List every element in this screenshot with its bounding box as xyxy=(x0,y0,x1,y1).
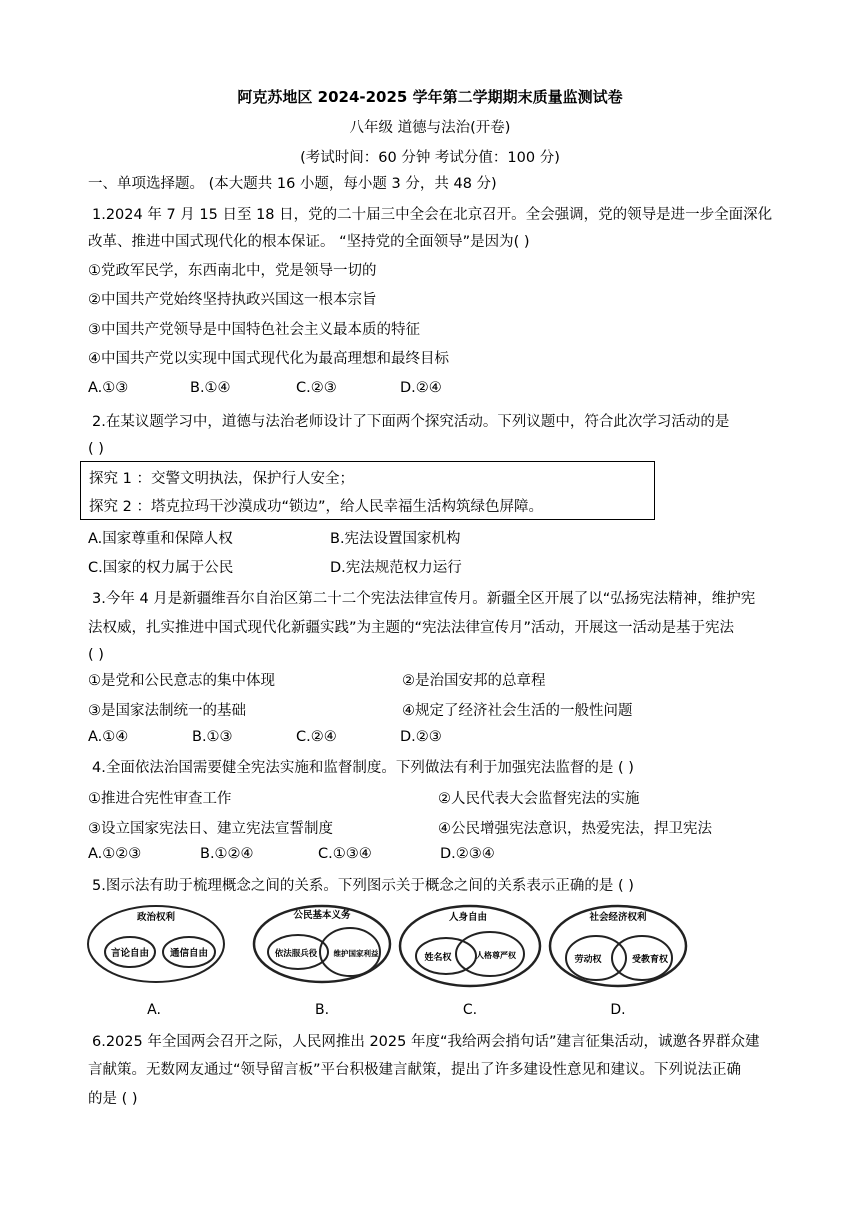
q1-line1: 1.2024 年 7 月 15 日至 18 日，党的二十届三中全会在北京召开。全会强调，党的领导是进一步全面深化 xyxy=(92,207,773,223)
q4-item: ④公民增强宪法意识，热爱宪法，捍卫宪法 xyxy=(438,821,712,837)
diagram-c-letter: C. xyxy=(462,1002,478,1018)
q5-line1: 5.图示法有助于梳理概念之间的关系。下列图示关于概念之间的关系表示正确的是 ( ) xyxy=(92,878,634,894)
diagram-d xyxy=(550,906,686,1018)
diagram-c-inner-label-1: 姓名权 xyxy=(424,953,452,963)
exam-title: 阿克苏地区 2024-2025 学年第二学期期末质量监测试卷 xyxy=(237,88,623,106)
q1-item: ④中国共产党以实现中国式现代化为最高理想和最终目标 xyxy=(88,351,449,367)
q3-option-c: C.②④ xyxy=(296,729,337,745)
q4-line1: 4.全面依法治国需要健全宪法实施和监督制度。下列做法有利于加强宪法监督的是 ( ) xyxy=(92,760,634,776)
q2-option-a: A.国家尊重和保障人权 xyxy=(88,531,233,547)
q2-line1: 2.在某议题学习中，道德与法治老师设计了下面两个探究活动。下列议题中，符合此次学习活动的是 xyxy=(92,414,730,430)
exam-meta: (考试时间：60 分钟 考试分值：100 分) xyxy=(300,150,560,166)
q3-item: ③是国家法制统一的基础 xyxy=(88,703,246,719)
q3-item: ④规定了经济社会生活的一般性问题 xyxy=(402,703,633,719)
section-heading: 一、单项选择题。 (本大题共 16 小题，每小题 3 分，共 48 分) xyxy=(88,176,497,192)
diagram-a-outer-label: 政治权利 xyxy=(136,912,176,923)
q1-item: ③中国共产党领导是中国特色社会主义最本质的特征 xyxy=(88,322,420,338)
diagram-c xyxy=(400,906,540,1018)
diagram-a-letter: A. xyxy=(147,1002,161,1018)
exam-subtitle: 八年级 道德与法治(开卷) xyxy=(349,120,511,136)
q2-inquiry-box xyxy=(80,461,655,520)
q3-line3: ( ) xyxy=(88,647,104,663)
diagram-c-outer-label: 人身自由 xyxy=(448,912,488,923)
q3-item: ②是治国安邦的总章程 xyxy=(402,673,546,689)
q2-inquiry-2: 探究 2 ：塔克拉玛干沙漠成功“锁边”，给人民幸福生活构筑绿色屏障。 xyxy=(89,499,543,515)
diagram-b-inner-label-1: 依法服兵役 xyxy=(274,949,318,959)
q5-diagram-svg xyxy=(86,900,706,1020)
q2-option-c: C.国家的权力属于公民 xyxy=(88,560,234,576)
diagram-d-outer-label: 社会经济权利 xyxy=(589,912,647,923)
diagram-d-letter: D. xyxy=(610,1002,626,1018)
q1-option-d: D.②④ xyxy=(400,380,442,396)
diagram-a xyxy=(88,906,224,1018)
q4-option-d: D.②③④ xyxy=(440,846,495,862)
q1-item: ①党政军民学，东西南北中，党是领导一切的 xyxy=(88,263,377,279)
q5-venn-diagrams xyxy=(86,900,706,1020)
q2-option-b: B.宪法设置国家机构 xyxy=(330,531,461,547)
q1-option-c: C.②③ xyxy=(296,380,337,396)
q4-item: ②人民代表大会监督宪法的实施 xyxy=(438,791,640,807)
q4-option-a: A.①②③ xyxy=(88,846,142,862)
diagram-b-inner-label-2: 维护国家利益 xyxy=(333,949,379,958)
q3-item: ①是党和公民意志的集中体现 xyxy=(88,673,275,689)
diagram-a-inner-label-2: 通信自由 xyxy=(169,948,209,959)
q4-option-c: C.①③④ xyxy=(318,846,372,862)
diagram-d-inner-label-2: 受教育权 xyxy=(631,955,669,965)
q1-option-a: A.①③ xyxy=(88,380,129,396)
q6-line2: 言献策。无数网友通过“领导留言板”平台积极建言献策，提出了许多建设性意见和建议。下列说法正确 xyxy=(88,1062,742,1078)
q1-line2: 改革、推进中国式现代化的根本保证。 “坚持党的全面领导”是因为( ) xyxy=(88,234,530,250)
diagram-b-outer-label: 公民基本义务 xyxy=(293,910,351,921)
q1-option-b: B.①④ xyxy=(190,380,231,396)
diagram-b xyxy=(254,906,390,1018)
diagram-c-inner-label-2: 人格尊严权 xyxy=(476,951,516,960)
q1-item: ②中国共产党始终坚持执政兴国这一根本宗旨 xyxy=(88,292,377,308)
q2-line2: ( ) xyxy=(88,441,104,457)
q6-line3: 的是 ( ) xyxy=(88,1091,138,1107)
q3-option-d: D.②③ xyxy=(400,729,442,745)
q3-option-b: B.①③ xyxy=(192,729,233,745)
q2-option-d: D.宪法规范权力运行 xyxy=(330,560,462,576)
q4-option-b: B.①②④ xyxy=(200,846,254,862)
q3-line1: 3.今年 4 月是新疆维吾尔自治区第二十二个宪法法律宣传月。新疆全区开展了以“弘扬宪法精神，维护宪 xyxy=(92,591,756,607)
diagram-b-letter: B. xyxy=(314,1002,330,1018)
q4-item: ①推进合宪性审查工作 xyxy=(88,791,232,807)
q2-inquiry-1: 探究 1 ：交警文明执法，保护行人安全； xyxy=(89,471,354,487)
diagram-d-inner-label-1: 劳动权 xyxy=(574,955,602,965)
q3-line2: 法权威，扎实推进中国式现代化新疆实践”为主题的“宪法法律宣传月”活动，开展这一活动是基于宪法 xyxy=(88,620,735,636)
q3-option-a: A.①④ xyxy=(88,729,129,745)
diagram-a-inner-label-1: 言论自由 xyxy=(110,948,150,959)
q4-item: ③设立国家宪法日、建立宪法宣誓制度 xyxy=(88,821,333,837)
q6-line1: 6.2025 年全国两会召开之际，人民网推出 2025 年度“我给两会捎句话”建言征集活动，诚邀各界群众建 xyxy=(92,1034,760,1050)
